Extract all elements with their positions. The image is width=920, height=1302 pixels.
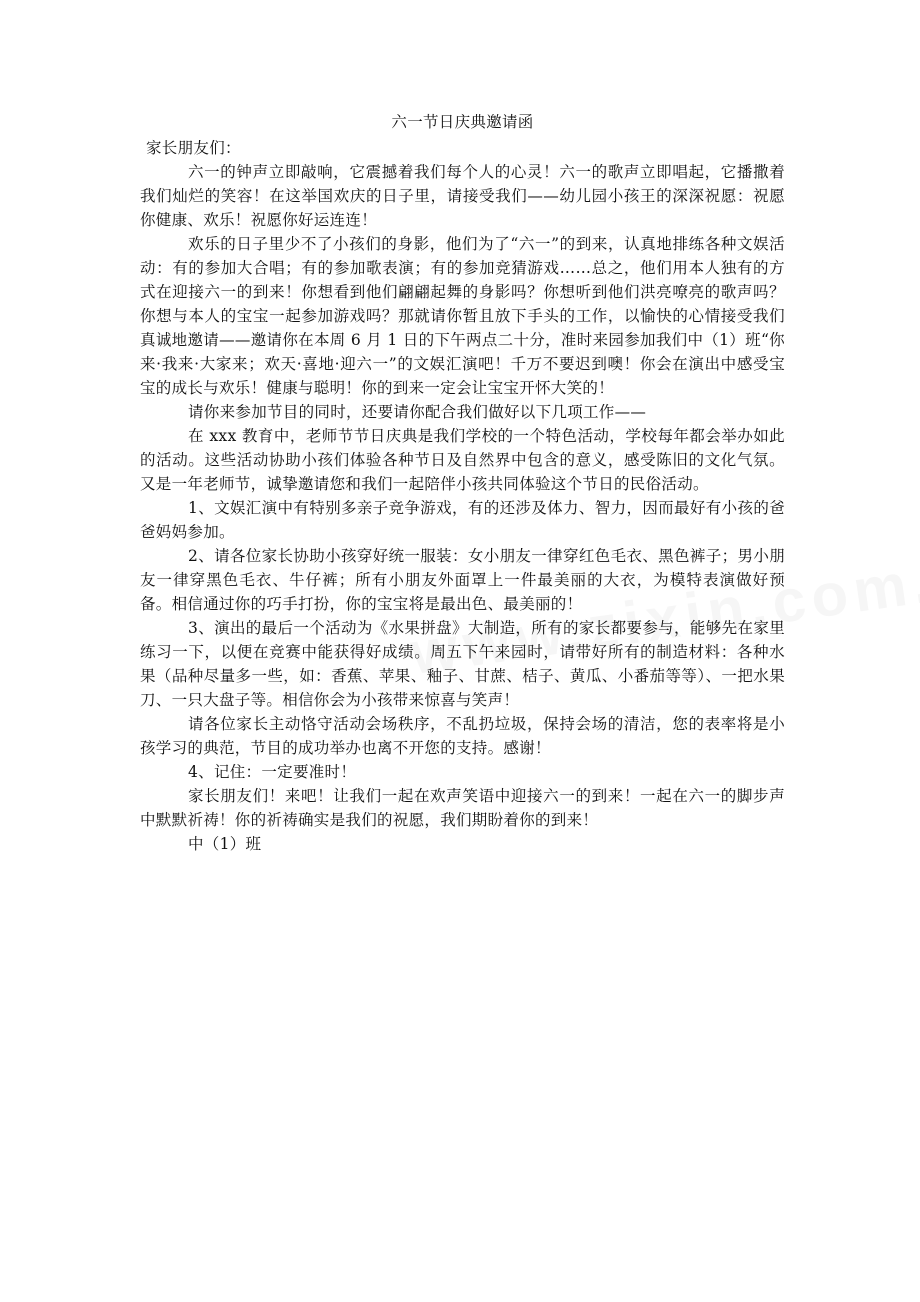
paragraph-item-4: 4、记住：一定要准时！ xyxy=(188,763,357,781)
paragraph-request-intro: 请你来参加节目的同时，还要请你配合我们做好以下几项工作—— xyxy=(188,403,647,421)
paragraph-closing: 家长朋友们！来吧！让我们一起在欢声笑语中迎接六一的到来！一起在六一的脚步声中默默祈祷！你的祈祷确实是我们的祝愿，我们期盼着你的到来！ xyxy=(140,787,785,829)
signature: 中（1）班 xyxy=(188,835,262,853)
paragraph-item-2: 2、请各位家长协助小孩穿好统一服装：女小朋友一律穿红色毛衣、黑色裤子；男小朋友一律穿黑色毛衣、牛仔裤；所有小朋友外面罩上一件最美丽的大衣，为模特表演做好预备。相信通过你的巧手打扮，你的宝宝将是最出色、最美丽的！ xyxy=(140,547,785,613)
paragraph-order: 请各位家长主动恪守活动会场秩序，不乱扔垃圾，保持会场的清洁，您的表率将是小孩学习的典范，节目的成功举办也离不开您的支持。感谢！ xyxy=(140,715,785,757)
document-title: 六一节日庆典邀请函 xyxy=(391,113,534,131)
paragraph-opening: 六一的钟声立即敲响，它震撼着我们每个人的心灵！六一的歌声立即唱起，它播撒着我们灿烂的笑容！在这举国欢庆的日子里，请接受我们——幼儿园小孩王的深深祝愿：祝愿你健康、欢乐！祝愿你好运连连！ xyxy=(140,163,785,229)
document-body xyxy=(140,110,785,856)
paragraph-item-1: 1、文娱汇演中有特别多亲子竞争游戏，有的还涉及体力、智力，因而最好有小孩的爸爸妈妈参加。 xyxy=(140,499,785,541)
paragraph-invitation: 欢乐的日子里少不了小孩们的身影，他们为了“六一”的到来，认真地排练各种文娱活动：有的参加大合唱；有的参加歌表演；有的参加竞猜游戏……总之，他们用本人独有的方式在迎接六一的到来！你想看到他们翩翩起舞的身影吗？你想听到他们洪亮嘹亮的歌声吗？你想与本人的宝宝一起参加游戏吗？那就请你暂且放下手头的工作，以愉快的心情接受我们真诚地邀请——邀请你在本周 6 月 1 日的下午两点二十分，准时来园参加我们中（1）班“你来·我来·大家来；欢天·喜地·迎六一”的文娱汇演吧！千万不要迟到噢！你会在演出中感受宝宝的成长与欢乐！健康与聪明！你的到来一定会让宝宝开怀大笑的！ xyxy=(140,235,785,397)
paragraph-item-3: 3、演出的最后一个活动为《水果拼盘》大制造，所有的家长都要参与，能够先在家里练习一下，以便在竞赛中能获得好成绩。周五下午来园时，请带好所有的制造材料：各种水果（品种尽量多一些，如：香蕉、苹果、釉子、甘蔗、桔子、黄瓜、小番茄等等）、一把水果刀、一只大盘子等。相信你会为小孩带来惊喜与笑声！ xyxy=(140,619,785,709)
paragraph-teachers-day: 在 xxx 教育中，老师节节日庆典是我们学校的一个特色活动，学校每年都会举办如此的活动。这些活动协助小孩们体验各种节日及自然界中包含的意义，感受陈旧的文化气氛。又是一年老师节，诚挚邀请您和我们一起陪伴小孩共同体验这个节日的民俗活动。 xyxy=(140,427,785,493)
salutation: 家长朋友们： xyxy=(146,139,241,157)
